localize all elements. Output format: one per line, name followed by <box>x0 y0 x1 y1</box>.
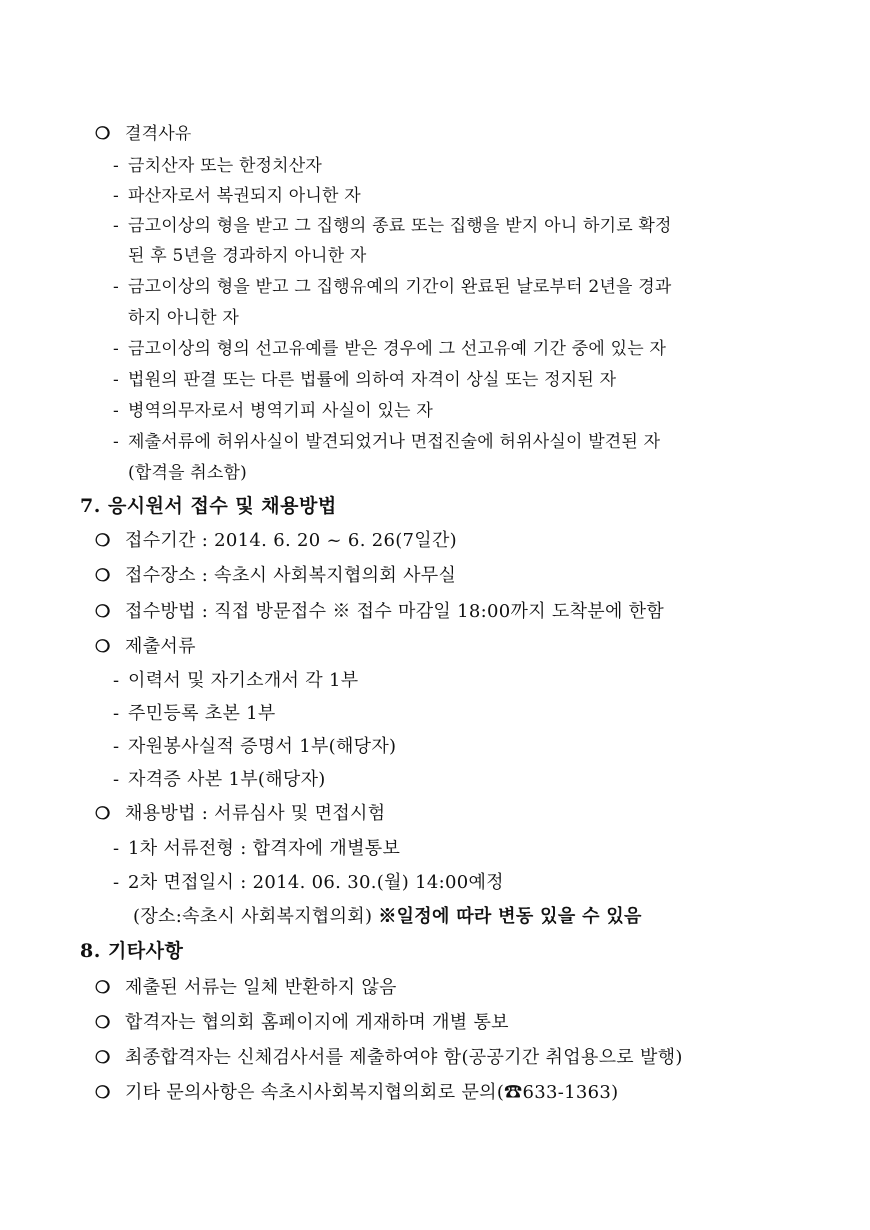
circle-bullet-icon: ❍ <box>95 804 111 824</box>
circle-bullet-icon: ❍ <box>95 566 111 586</box>
item-text: 금치산자 또는 한정치산자 <box>128 156 323 176</box>
item-text: 접수장소 : 속초시 사회복지협의회 사무실 <box>125 565 457 586</box>
dash-bullet: - <box>113 339 119 359</box>
circle-bullet-icon: ❍ <box>95 1013 111 1033</box>
list-item <box>95 603 664 621</box>
circle-bullet-icon: ❍ <box>95 124 111 144</box>
item-text: 된 후 5년을 경과하지 아니한 자 <box>128 246 367 266</box>
list-item <box>95 805 385 823</box>
item-text: 파산자로서 복권되지 아니한 자 <box>128 186 361 206</box>
item-text: 금고이상의 형을 받고 그 집행유예의 기간이 완료된 날로부터 2년을 경과 <box>128 277 672 297</box>
item-text: 1차 서류전형 : 합격자에 개별통보 <box>128 838 401 859</box>
section-heading: 7. 응시원서 접수 및 채용방법 <box>80 495 337 517</box>
dash-bullet: - <box>113 769 120 790</box>
dash-bullet: - <box>113 703 120 724</box>
list-item <box>113 218 672 235</box>
section-heading: 8. 기타사항 <box>80 940 184 962</box>
item-text: 채용방법 : 서류심사 및 면접시험 <box>125 803 386 824</box>
list-item <box>113 738 396 756</box>
dash-bullet: - <box>113 277 119 297</box>
circle-bullet-icon: ❍ <box>95 1048 111 1068</box>
circle-bullet-icon: ❍ <box>95 1083 111 1103</box>
note-emphasis: ※일정에 따라 변동 있을 수 있음 <box>378 906 642 927</box>
list-item <box>113 771 326 789</box>
item-text: 법원의 판결 또는 다른 법률에 의하여 자격이 상실 또는 정지된 자 <box>128 370 617 390</box>
list-item <box>113 188 361 205</box>
list-item <box>113 279 672 296</box>
item-text: 자격증 사본 1부(해당자) <box>128 769 326 790</box>
dash-bullet: - <box>113 370 119 390</box>
list-item <box>95 1014 509 1032</box>
list-item <box>113 372 616 389</box>
dash-bullet: - <box>113 736 120 757</box>
dash-bullet: - <box>113 156 119 176</box>
list-item <box>113 705 276 723</box>
dash-bullet: - <box>113 432 119 452</box>
list-item <box>113 341 666 358</box>
list-item <box>113 672 358 690</box>
dash-bullet: - <box>113 401 119 421</box>
item-text: 이력서 및 자기소개서 각 1부 <box>128 670 359 691</box>
interview-note <box>133 908 642 926</box>
item-text: 제출서류에 허위사실이 발견되었거나 면접진술에 허위사실이 발견된 자 <box>128 432 661 452</box>
dash-bullet: - <box>113 670 120 691</box>
circle-bullet-icon: ❍ <box>95 637 111 657</box>
dash-bullet: - <box>113 186 119 206</box>
item-text: 병역의무자로서 병역기피 사실이 있는 자 <box>128 401 433 421</box>
item-text: 금고이상의 형을 받고 그 집행의 종료 또는 집행을 받지 아니 하기로 확정 <box>128 216 672 236</box>
item-text: 제출된 서류는 일체 반환하지 않음 <box>125 977 397 998</box>
list-item <box>95 532 457 550</box>
item-text: 금고이상의 형의 선고유예를 받은 경우에 그 선고유예 기간 중에 있는 자 <box>128 339 667 359</box>
circle-bullet-icon: ❍ <box>95 978 111 998</box>
disqualification-title <box>95 126 192 143</box>
list-item <box>95 1084 618 1102</box>
list-item <box>95 638 196 656</box>
list-item <box>113 840 400 858</box>
list-item-continued <box>128 310 239 327</box>
list-item <box>113 434 660 451</box>
item-text: (합격을 취소함) <box>128 463 248 483</box>
item-text: 2차 면접일시 : 2014. 06. 30.(월) 14:00예정 <box>128 872 504 893</box>
list-item-continued <box>128 248 367 265</box>
list-item <box>113 158 322 175</box>
circle-bullet-icon: ❍ <box>95 602 111 622</box>
item-text: 기타 문의사항은 속초시사회복지협의회로 문의(☎633-1363) <box>125 1082 619 1103</box>
list-item <box>113 403 433 420</box>
item-text: 자원봉사실적 증명서 1부(해당자) <box>128 736 397 757</box>
list-item <box>95 1049 683 1067</box>
item-text: 합격자는 협의회 홈페이지에 게재하며 개별 통보 <box>125 1012 509 1033</box>
list-item-continued <box>128 465 247 482</box>
list-item <box>113 874 504 892</box>
item-text: 하지 아니한 자 <box>128 308 239 328</box>
circle-bullet-icon: ❍ <box>95 531 111 551</box>
note-text: (장소:속초시 사회복지협의회) <box>133 906 379 927</box>
item-text: 접수방법 : 직접 방문접수 ※ 접수 마감일 18:00까지 도착분에 한함 <box>125 601 665 622</box>
list-item <box>95 979 397 997</box>
list-item <box>95 567 456 585</box>
section-label: 결격사유 <box>125 124 192 144</box>
dash-bullet: - <box>113 838 120 859</box>
item-text: 최종합격자는 신체검사서를 제출하여야 함(공공기간 취업용으로 발행) <box>125 1047 683 1068</box>
dash-bullet: - <box>113 216 119 236</box>
item-text: 주민등록 초본 1부 <box>128 703 276 724</box>
item-text: 제출서류 <box>125 636 196 657</box>
item-text: 접수기간 : 2014. 6. 20 ~ 6. 26(7일간) <box>125 530 458 551</box>
dash-bullet: - <box>113 872 120 893</box>
